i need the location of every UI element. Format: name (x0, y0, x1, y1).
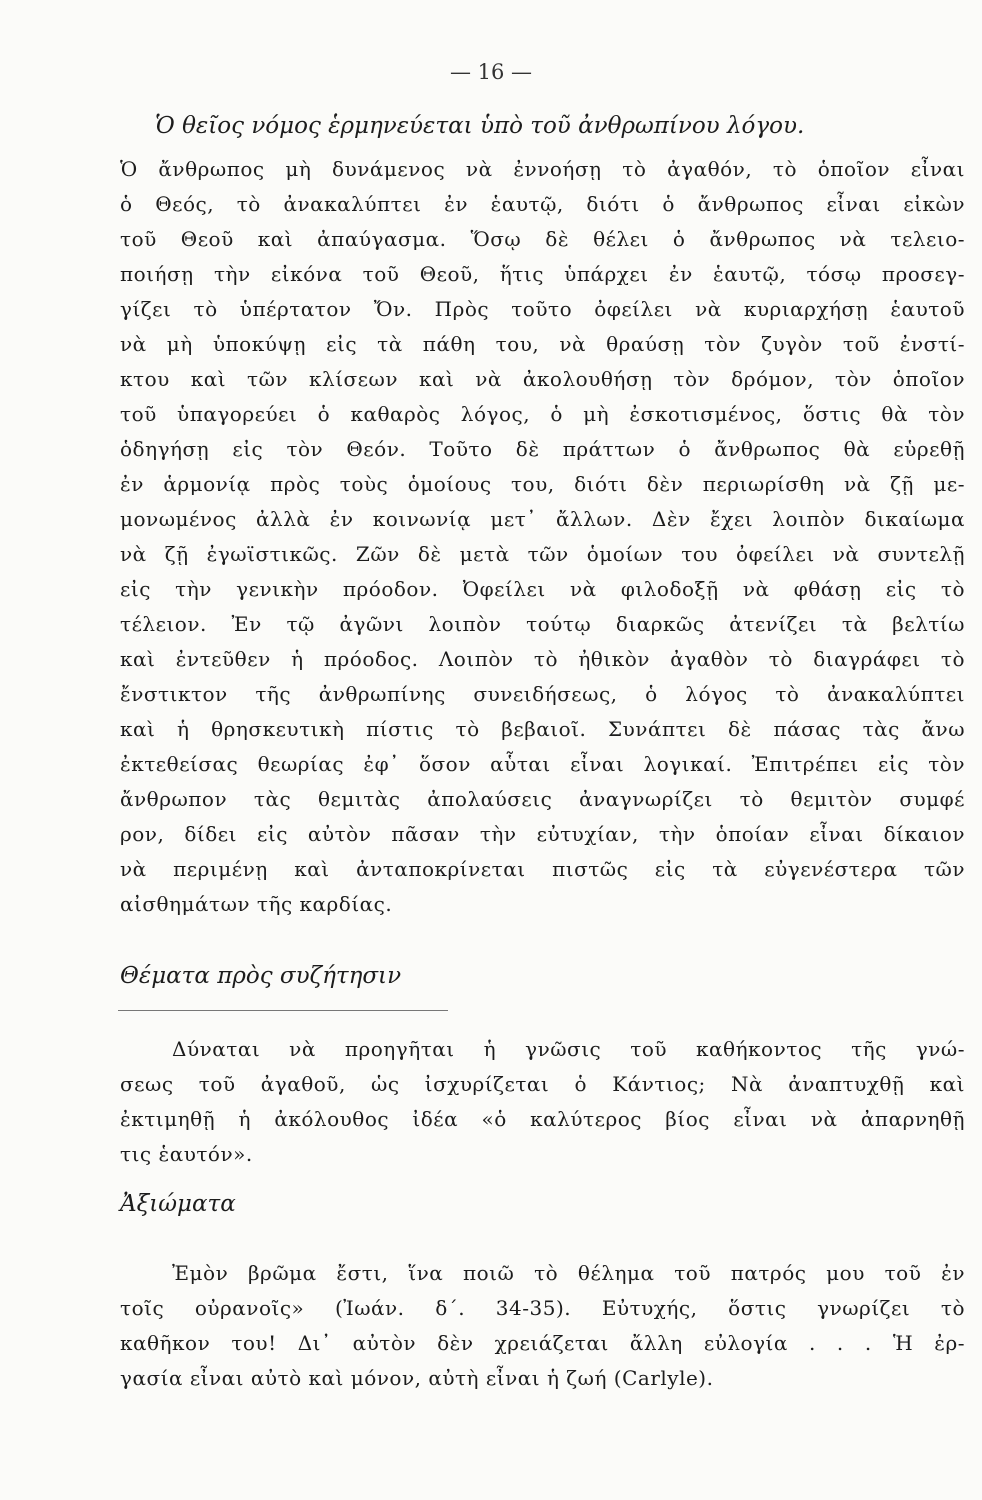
paragraph-line: ρον, δίδει εἰς αὐτὸν πᾶσαν τὴν εὐτυχίαν, τὴν ὁποίαν εἶναι δίκαιον (120, 822, 965, 846)
section-heading-discussion-topics: Θέματα πρὸς συζήτησιν (120, 963, 402, 989)
paragraph-line: ἔνστικτον τῆς ἀνθρωπίνης συνειδήσεως, ὁ λόγος τὸ ἀνακαλύπτει (120, 682, 965, 706)
paragraph-line: νὰ μὴ ὑποκύψῃ εἰς τὰ πάθη του, νὰ θραύσῃ τὸν ζυγὸν τοῦ ἐνστί- (120, 332, 965, 356)
paragraph-line: γασία εἶναι αὐτὸ καὶ μόνον, αὐτὴ εἶναι ἡ ζωή (Carlyle). (120, 1366, 714, 1390)
section-heading-axioms: Ἀξιώματα (120, 1191, 236, 1217)
paragraph-line: γίζει τὸ ὑπέρτατον Ὄν. Πρὸς τοῦτο ὀφείλει νὰ κυριαρχήσῃ ἑαυτοῦ (120, 297, 965, 321)
paragraph-line: Ὁ ἄνθρωπος μὴ δυνάμενος νὰ ἐννοήσῃ τὸ ἀγαθόν, τὸ ὁποῖον εἶναι (120, 157, 965, 181)
paragraph-line: ἐκτεθείσας θεωρίας ἐφ᾽ ὅσον αὗται εἶναι λογικαί. Ἐπιτρέπει εἰς τὸν (120, 752, 965, 776)
paragraph-line: καὶ ἡ θρησκευτικὴ πίστις τὸ βεβαιοῖ. Συνάπτει δὲ πάσας τὰς ἄνω (120, 717, 965, 741)
paragraph-line: τέλειον. Ἐν τῷ ἀγῶνι λοιπὸν τούτῳ διαρκῶς ἀτενίζει τὰ βελτίω (120, 612, 965, 636)
paragraph-line: τοῦ ὑπαγορεύει ὁ καθαρὸς λόγος, ὁ μὴ ἐσκοτισμένος, ὅστις θὰ τὸν (120, 402, 965, 426)
section-heading-divine-law: Ὁ θεῖος νόμος ἑρμηνεύεται ὑπὸ τοῦ ἀνθρωπίνου λόγου. (155, 113, 805, 139)
paragraph-line: ἐν ἁρμονίᾳ πρὸς τοὺς ὁμοίους του, διότι δὲν περιωρίσθη νὰ ζῇ με- (120, 472, 965, 496)
paragraph-line: καὶ ἐντεῦθεν ἡ πρόοδος. Λοιπὸν τὸ ἠθικὸν ἀγαθὸν τὸ διαγράφει τὸ (120, 647, 965, 671)
paragraph-line: τοῖς οὐρανοῖς» (Ἰωάν. δ΄. 34-35). Εὐτυχής, ὅστις γνωρίζει τὸ (120, 1296, 965, 1320)
paragraph-line: νὰ ζῇ ἐγωϊστικῶς. Ζῶν δὲ μετὰ τῶν ὁμοίων του ὀφείλει νὰ συντελῇ (120, 542, 965, 566)
paragraph-line: Ἐμὸν βρῶμα ἔστι, ἵνα ποιῶ τὸ θέλημα τοῦ πατρός μου τοῦ ἐν (172, 1261, 965, 1285)
heading-underline (118, 1010, 448, 1011)
paragraph-line: σεως τοῦ ἀγαθοῦ, ὡς ἰσχυρίζεται ὁ Κάντιος; Νὰ ἀναπτυχθῇ καὶ (120, 1072, 965, 1096)
paragraph-line: Δύναται νὰ προηγῆται ἡ γνῶσις τοῦ καθήκοντος τῆς γνώ- (172, 1037, 965, 1061)
paragraph-line: ἄνθρωπον τὰς θεμιτὰς ἀπολαύσεις ἀναγνωρίζει τὸ θεμιτὸν συμφέ (120, 787, 965, 811)
paragraph-line: ποιήσῃ τὴν εἰκόνα τοῦ Θεοῦ, ἥτις ὑπάρχει ἐν ἑαυτῷ, τόσῳ προσεγ- (120, 262, 965, 286)
paragraph-line: εἰς τὴν γενικὴν πρόοδον. Ὀφείλει νὰ φιλοδοξῇ νὰ φθάσῃ εἰς τὸ (120, 577, 965, 601)
paragraph-line: τις ἑαυτόν». (120, 1142, 253, 1166)
paragraph-line: τοῦ Θεοῦ καὶ ἀπαύγασμα. Ὅσῳ δὲ θέλει ὁ ἄνθρωπος νὰ τελειο- (120, 227, 965, 251)
paragraph-line: αἰσθημάτων τῆς καρδίας. (120, 892, 393, 916)
paragraph-line: ὁδηγήσῃ εἰς τὸν Θεόν. Τοῦτο δὲ πράττων ὁ ἄνθρωπος θὰ εὑρεθῇ (120, 437, 965, 461)
paragraph-line: ὁ Θεός, τὸ ἀνακαλύπτει ἐν ἑαυτῷ, διότι ὁ ἄνθρωπος εἶναι εἰκὼν (120, 192, 965, 216)
page-number: — 16 — (449, 60, 533, 84)
paragraph-line: ἐκτιμηθῇ ἡ ἀκόλουθος ἰδέα «ὁ καλύτερος βίος εἶναι νὰ ἀπαρνηθῇ (120, 1107, 965, 1131)
paragraph-line: κτου καὶ τῶν κλίσεων καὶ νὰ ἀκολουθήσῃ τὸν δρόμον, τὸν ὁποῖον (120, 367, 965, 391)
paragraph-line: μονωμένος ἀλλὰ ἐν κοινωνίᾳ μετ᾽ ἄλλων. Δὲν ἔχει λοιπὸν δικαίωμα (120, 507, 965, 531)
paragraph-line: καθῆκον του! Δι᾽ αὐτὸν δὲν χρειάζεται ἄλλη εὐλογία . . . Ἡ ἐρ- (120, 1331, 965, 1355)
paragraph-line: νὰ περιμένῃ καὶ ἀνταποκρίνεται πιστῶς εἰς τὰ εὐγενέστερα τῶν (120, 857, 965, 881)
